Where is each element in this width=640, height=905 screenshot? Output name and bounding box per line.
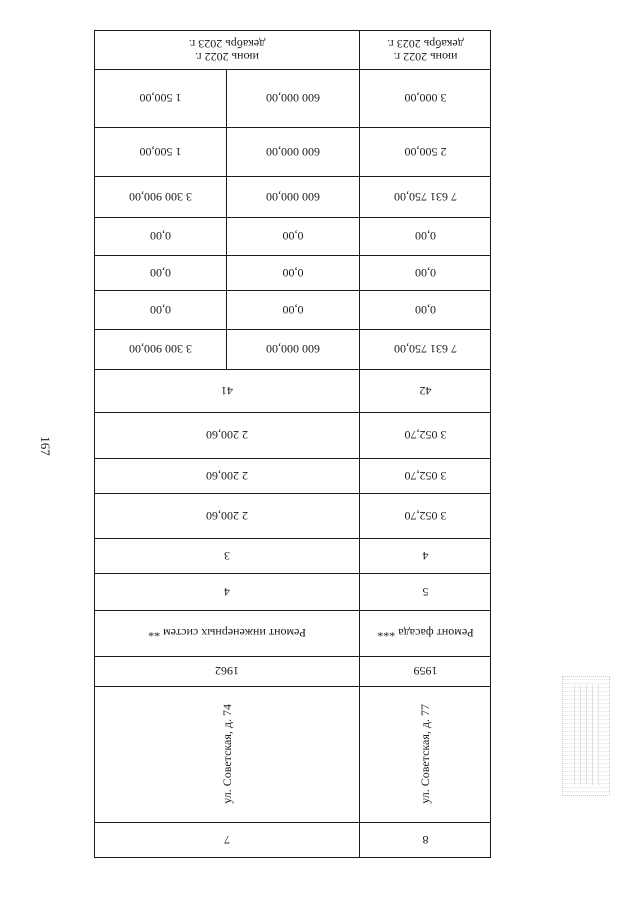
table-cell: 0,00 — [282, 266, 304, 280]
table-cell: 1959 — [413, 664, 438, 679]
address-text: ул. Советская, д. 77 — [418, 704, 432, 804]
table-cell: 5 — [422, 585, 429, 599]
table-cell: 0,00 — [415, 266, 436, 280]
table-cell-address — [95, 686, 359, 822]
table-cell: 8 — [422, 833, 429, 848]
table-cell: 600 000,00 — [266, 190, 320, 204]
table-cell: 0,00 — [282, 303, 304, 317]
table-cell: 3 000,00 — [404, 91, 447, 106]
table-cell: Ремонт фасада *** — [377, 626, 474, 641]
table-cell: 600 000,00 — [266, 145, 320, 159]
table-cell: 600 000,00 — [266, 91, 320, 106]
table-cell: Ремонт инженерных систем ** — [148, 626, 306, 641]
table-cell: 0,00 — [150, 229, 171, 244]
table-cell-address — [360, 686, 491, 822]
table-cell: 7 — [224, 833, 230, 848]
table-cell: 2 200,60 — [206, 509, 248, 523]
table-cell: 4 — [422, 549, 429, 563]
table-cell: 1 500,00 — [139, 91, 182, 106]
table-cell: 3 052,70 — [404, 428, 447, 443]
table-cell: 3 — [224, 549, 230, 563]
table-cell: 0,00 — [150, 303, 171, 317]
page-number: 167 — [38, 436, 53, 456]
table-cell: 0,00 — [150, 266, 171, 280]
table-cell: 1 500,00 — [139, 145, 182, 159]
table-cell: 2 200,60 — [206, 469, 248, 483]
table-cell: 7 631 750,00 — [394, 190, 457, 204]
table-cell: 7 631 750,00 — [394, 342, 457, 357]
table-cell: 0,00 — [415, 303, 436, 317]
table-cell: 3 300 900,00 — [129, 342, 192, 357]
table-cell: 4 — [224, 585, 230, 599]
table-cell: 1962 — [215, 664, 239, 679]
table-cell: 3 052,70 — [404, 469, 447, 483]
table-cell: 41 — [221, 384, 233, 398]
table-cell: 0,00 — [282, 229, 304, 244]
table-cell: 0,00 — [415, 229, 436, 244]
table-cell: 3 052,70 — [404, 509, 447, 523]
stamp-mark — [562, 676, 610, 796]
table-cell: 600 000,00 — [266, 342, 320, 357]
table-cell: 42 — [419, 384, 432, 398]
data-table — [94, 30, 491, 858]
table-cell: 2 500,00 — [404, 145, 447, 159]
table-cell: 2 200,60 — [206, 428, 248, 443]
address-text: ул. Советская, д. 74 — [219, 704, 234, 804]
header-cell-left: июнь 2022 г. декабрь 2023 г. — [188, 37, 266, 64]
table-cell: 3 300 900,00 — [129, 190, 192, 204]
header-cell-right: июнь 2022 г. декабрь 2023 г. — [387, 37, 464, 64]
